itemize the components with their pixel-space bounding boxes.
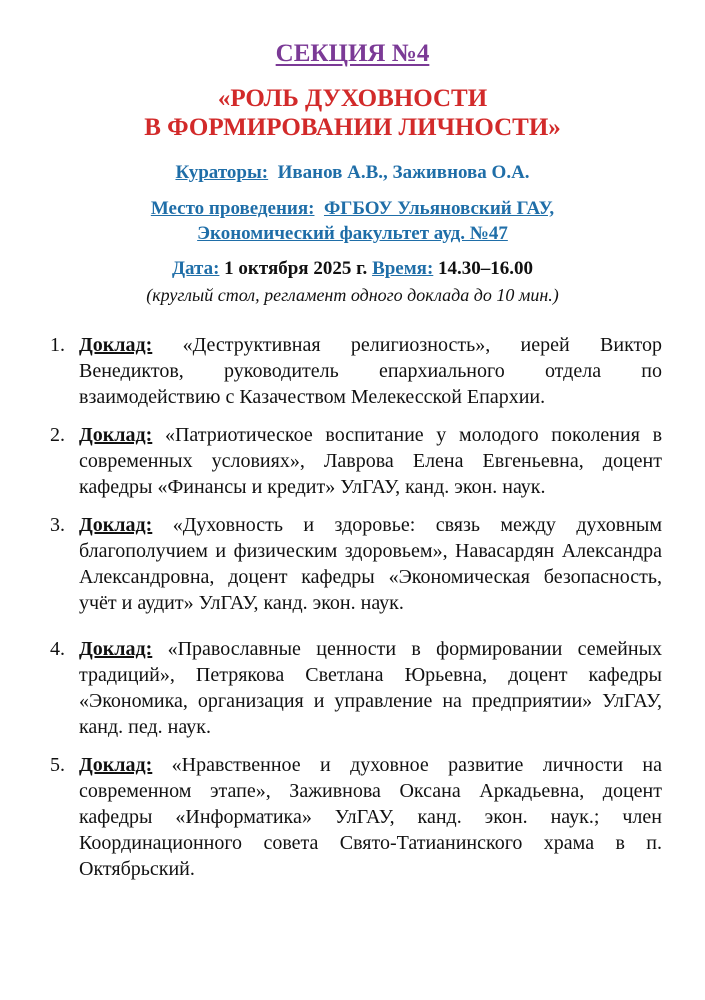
report-text: «Духовность и здоровье: связь между духовным благополучием и физическим здоровьем», Навасардян Александра Александровна, доцент кафедры «Экономическая безопасность, учёт и аудит» УлГАУ, канд. экон. наук.	[79, 514, 663, 614]
curators-line	[0, 160, 705, 185]
report-number: 2.	[50, 424, 65, 446]
report-number: 1.	[50, 334, 65, 356]
venue-block	[0, 196, 705, 246]
report-keyword: Доклад:	[79, 638, 153, 660]
time-label: Время:	[372, 258, 434, 279]
report-text: «Нравственное и духовное развитие личности на современном этапе», Заживнова Оксана Аркадьевна, доцент кафедры «Информатика» УлГАУ, канд. экон. наук.; член Координационного совета Свято-Татианинского храма в п. Октябрьский.	[79, 754, 662, 880]
report-keyword: Доклад:	[79, 754, 153, 776]
date-value: 1 октября 2025 г.	[224, 258, 368, 279]
format-note: (круглый стол, регламент одного доклада до 10 мин.)	[146, 285, 559, 305]
section-number: СЕКЦИЯ №4	[275, 40, 430, 67]
curators-value: Иванов А.В., Заживнова О.А.	[277, 162, 530, 183]
report-number: 3.	[50, 514, 65, 536]
report-keyword: Доклад:	[79, 424, 153, 446]
report-number: 5.	[50, 754, 65, 776]
date-label: Дата:	[171, 258, 220, 279]
venue-line-1	[0, 196, 705, 221]
reports-list	[50, 332, 662, 894]
section-title	[0, 84, 705, 142]
report-keyword: Доклад:	[79, 334, 153, 356]
venue-value-line-2: Экономический факультет ауд. №47	[197, 223, 508, 244]
report-item	[50, 752, 662, 882]
report-text: «Деструктивная религиозность», иерей Виктор Венедиктов, руководитель епархиального отдела по взаимодействию с Казачеством Мелекесской Епархии.	[79, 334, 662, 408]
report-item	[50, 332, 662, 410]
report-text: «Православные ценности в формировании семейных традиций», Петрякова Светлана Юрьевна, доцент кафедры «Экономика, организация и управление на предприятии» УлГАУ, канд. пед. наук.	[79, 638, 663, 738]
report-text: «Патриотическое воспитание у молодого поколения в современных условиях», Лаврова Елена Евгеньевна, доцент кафедры «Финансы и кредит» УлГАУ, канд. экон. наук.	[79, 424, 663, 498]
schedule-line	[0, 256, 705, 281]
time-value: 14.30–16.00	[438, 258, 534, 279]
section-title-line-1: «РОЛЬ ДУХОВНОСТИ	[217, 85, 488, 112]
report-number: 4.	[50, 638, 65, 660]
venue-label: Место проведения:	[150, 198, 315, 219]
curators-label: Кураторы:	[175, 162, 269, 183]
report-keyword: Доклад:	[79, 514, 153, 536]
report-item	[50, 512, 662, 616]
report-item	[50, 422, 662, 500]
section-title-line-2: В ФОРМИРОВАНИИ ЛИЧНОСТИ»	[144, 114, 561, 141]
venue-value-line-1: ФГБОУ Ульяновский ГАУ,	[323, 198, 555, 219]
report-item	[50, 636, 662, 740]
